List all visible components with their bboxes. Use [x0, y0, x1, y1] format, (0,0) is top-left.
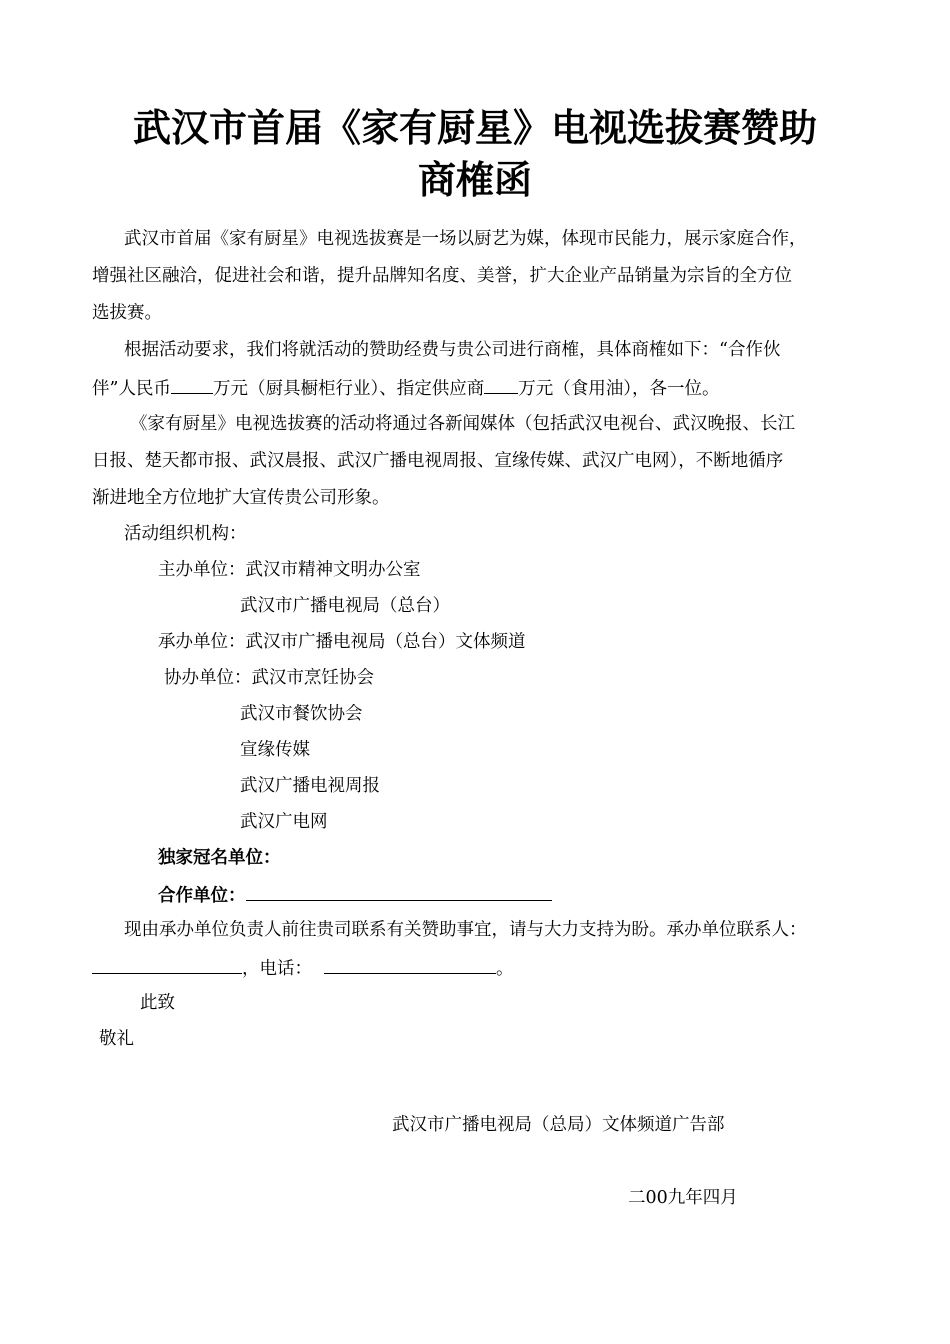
host-unit: [158, 558, 421, 582]
phone-blank[interactable]: [324, 955, 496, 974]
para4-line-1: 现由承办单位负责人前往贵司联系有关赞助事宜，请与大力支持为盼。承办单位联系人：: [124, 920, 807, 940]
closing-ci-zhi: 此致: [140, 993, 175, 1013]
para2-text-b: 万元（厨具橱柜行业）、指定供应商: [212, 379, 485, 399]
para4-line-2: [92, 955, 514, 981]
signature-date: 二00九年四月: [628, 1188, 738, 1208]
org-heading: 活动组织机构：: [124, 524, 247, 544]
co-1: 武汉市烹饪协会: [251, 668, 374, 688]
para1-line-1: 武汉市首届《家有厨星》电视选拔赛是一场以厨艺为媒，体现市民能力，展示家庭合作，: [124, 229, 807, 249]
contact-person-blank[interactable]: [92, 955, 242, 974]
document-title-line-1: 武汉市首届《家有厨星》电视选拔赛赞助: [132, 106, 817, 150]
para4-end: 。: [496, 959, 514, 979]
para3-line-3: 渐进地全方位地扩大宣传贵公司形象。: [92, 488, 390, 508]
document-title-line-2: 商榷函: [417, 158, 532, 202]
co-4: 武汉广播电视周报: [240, 776, 380, 796]
partner-row: [158, 882, 552, 908]
partner-label: 合作单位：: [158, 886, 246, 906]
amount-blank-supplier[interactable]: [484, 375, 518, 394]
host-2: 武汉市广播电视局（总台）: [240, 596, 450, 616]
para1-line-3: 选拔赛。: [92, 303, 162, 323]
co-label: 协办单位：: [164, 668, 252, 688]
host-label: 主办单位：: [158, 560, 246, 580]
co-5: 武汉广电网: [240, 812, 328, 832]
para2-line-1: 根据活动要求，我们将就活动的赞助经费与贵公司进行商榷，具体商榷如下：“合作伙: [124, 340, 781, 360]
host-1: 武汉市精神文明办公室: [245, 560, 421, 580]
amount-blank-partner[interactable]: [171, 375, 213, 394]
para2-text-a: 伴”人民币: [92, 379, 171, 399]
para2-text-c: 万元（食用油），各一位。: [518, 379, 720, 399]
co-3: 宣缘传媒: [240, 740, 310, 760]
title-sponsor-label: 独家冠名单位：: [158, 848, 281, 868]
para3-line-2: 日报、楚天都市报、武汉晨报、武汉广播电视周报、宣缘传媒、武汉广电网），不断地循序: [92, 451, 784, 471]
closing-jing-li: 敬礼: [99, 1029, 134, 1049]
signature-org: 武汉市广播电视局（总局）文体频道广告部: [392, 1115, 725, 1135]
organizer-unit: 承办单位：武汉市广播电视局（总台）文体频道: [158, 632, 526, 652]
para1-line-2: 增强社区融洽，促进社会和谐，提升品牌知名度、美誉，扩大企业产品销量为宗旨的全方位: [92, 266, 792, 286]
partner-blank[interactable]: [246, 882, 552, 901]
co-organizer-unit: [164, 666, 374, 690]
para3-line-1: 《家有厨星》电视选拔赛的活动将通过各新闻媒体（包括武汉电视台、武汉晚报、长江: [130, 414, 795, 434]
co-2: 武汉市餐饮协会: [240, 704, 363, 724]
phone-label: ，电话：: [242, 959, 312, 979]
para2-line-2: [92, 375, 719, 401]
